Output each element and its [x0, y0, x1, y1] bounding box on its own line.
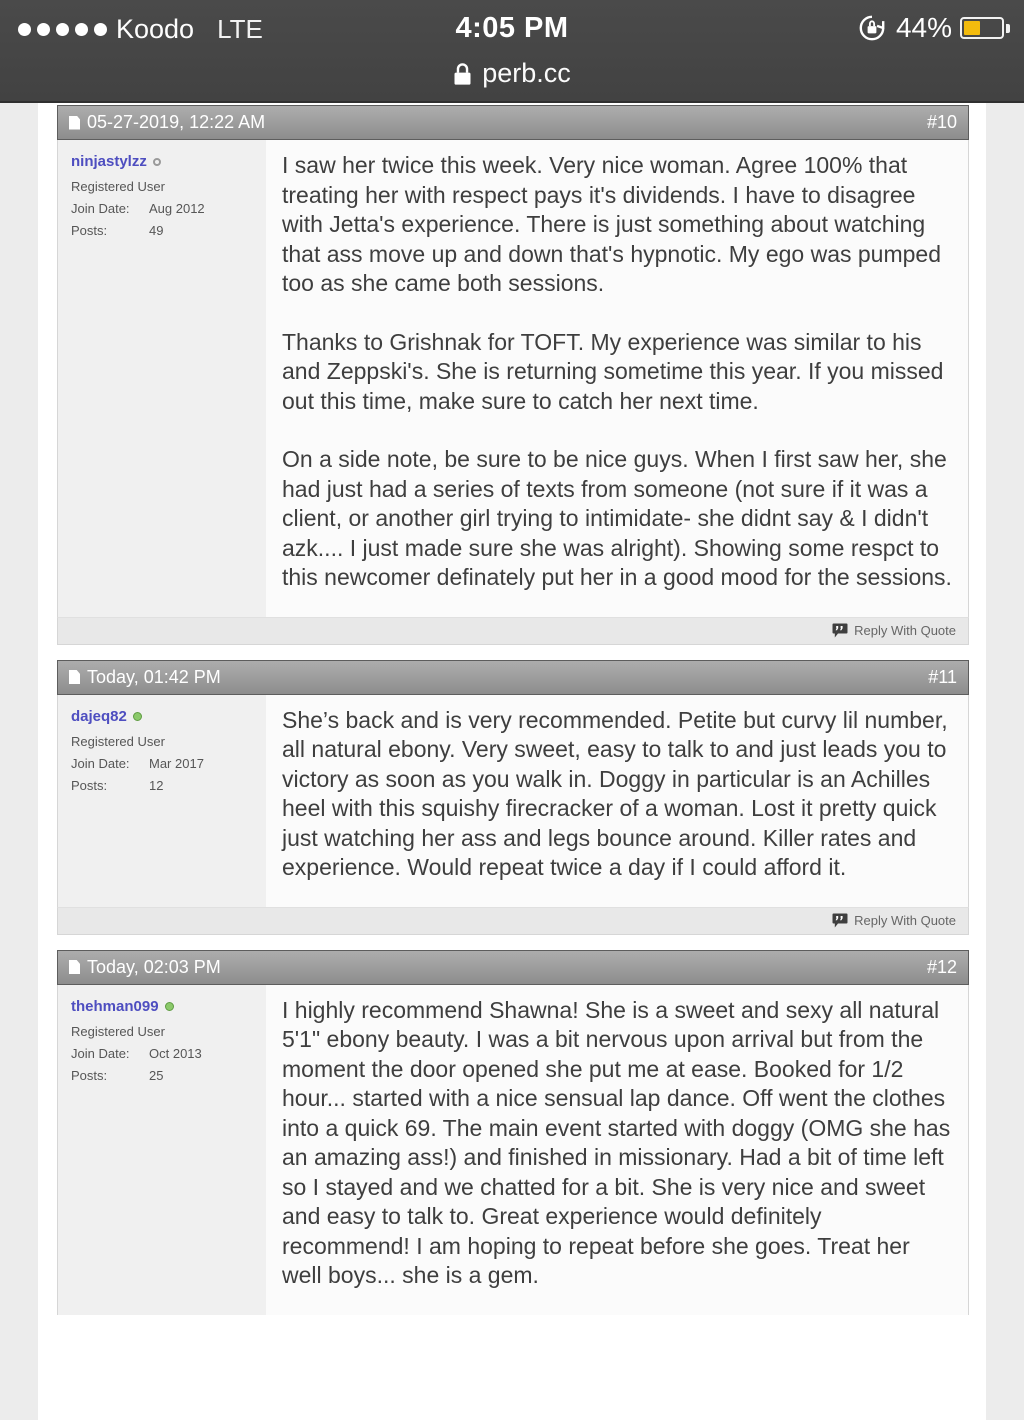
- battery-group: [856, 12, 1010, 44]
- post-paragraph: I highly recommend Shawna! She is a sweet and sexy all natural 5'1" ebony beauty. I was a bit nervous upon arrival but from the moment the door opened she put me at ease. Booked for 1/2 hour... started with a nice sensual lap dance. Off went the clothes into a quick 69. The main event started with doggy (OMG she has an amazing ass!) and finished in missionary. Had a bit of time left so I stayed and we chatted for a bit. She is very nice and sweet and easy to talk to. Great experience would definitely recommend! I am hoping to repeat before she goes. Treat her well boys... she is a gem.: [282, 996, 951, 1288]
- join-date-label: Join Date:: [71, 1045, 130, 1061]
- post-date: 05-27-2019, 12:22 AM: [87, 112, 266, 132]
- post-number-link[interactable]: #12: [926, 956, 957, 977]
- join-date-label: Join Date:: [71, 201, 130, 216]
- user-title: Registered User: [71, 733, 165, 749]
- battery-fill: [964, 21, 980, 35]
- online-status-indicator: [153, 158, 161, 166]
- post-paragraph: On a side note, be sure to be nice guys. When I first saw her, she had just had a series of texts from someone (not sure if it was a client, or another girl trying to intimidate- she didnt say & I didn't azk.... I just made sure she was alright). Showing some respct to this newcomer definately put her in a good mood for the sessions.: [282, 446, 952, 590]
- reply-with-quote-label: Reply With Quote: [854, 623, 956, 638]
- post-message: [266, 140, 968, 617]
- post-date-group: [69, 957, 221, 978]
- post-status-icon: [69, 670, 80, 684]
- padlock-icon: [453, 62, 472, 86]
- online-status-indicator: [133, 712, 142, 721]
- battery-cap: [1006, 24, 1010, 33]
- username-link[interactable]: dajeq82: [71, 707, 127, 725]
- status-row: [0, 0, 1024, 52]
- post-message: [266, 695, 968, 907]
- post-status-icon: [69, 960, 80, 974]
- join-date-value: Oct 2013: [149, 1045, 202, 1061]
- orientation-lock-icon: [856, 12, 888, 44]
- url-label: perb.cc: [482, 58, 571, 88]
- user-title: Registered User: [71, 1023, 165, 1039]
- post-date: Today, 02:03 PM: [87, 956, 221, 977]
- posts-label: Posts:: [71, 777, 108, 793]
- online-status-indicator: [165, 1002, 174, 1011]
- carrier-label: Koodo: [116, 14, 195, 44]
- forum-post: [57, 105, 969, 645]
- battery-icon: [960, 17, 1004, 39]
- reply-with-quote-button[interactable]: [832, 623, 956, 638]
- posts-value: 25: [149, 1067, 164, 1083]
- join-date-value: Mar 2017: [149, 755, 204, 771]
- post-content-row: [57, 985, 969, 1315]
- quote-bubble-icon: [832, 913, 848, 928]
- post-content-row: [57, 140, 969, 617]
- username-link[interactable]: ninjastylzz: [71, 153, 147, 170]
- post-date-group: [69, 667, 221, 688]
- posts-label: Posts:: [71, 1067, 108, 1083]
- posts-value: 49: [149, 223, 164, 238]
- user-info-panel: [58, 140, 266, 617]
- reply-with-quote-label: Reply With Quote: [854, 913, 956, 928]
- post-date-group: [69, 112, 265, 133]
- user-title: Registered User: [71, 179, 165, 194]
- post-paragraph: Thanks to Grishnak for TOFT. My experience was similar to his and Zeppski's. She is returning sometime this year. If you missed out this time, make sure to catch her next time.: [282, 328, 944, 414]
- post-header: [57, 660, 969, 695]
- username-link[interactable]: thehman099: [71, 997, 159, 1015]
- post-paragraph: I saw her twice this week. Very nice woman. Agree 100% that treating her with respect pays it's dividends. I have to disagree with Jetta's experience. There is just something about watching that ass move up and down that's hypnotic. My ego was pumped too as she came both sessions.: [282, 152, 941, 296]
- post-number-link[interactable]: #11: [928, 666, 957, 687]
- forum-post: [57, 950, 969, 1315]
- user-info-panel: [58, 985, 266, 1315]
- forum-thread-page: [38, 103, 986, 1420]
- address-bar[interactable]: [0, 58, 1024, 89]
- posts-value: 12: [149, 777, 164, 793]
- join-date-label: Join Date:: [71, 755, 130, 771]
- user-info-panel: [58, 695, 266, 907]
- post-message: [266, 985, 968, 1315]
- join-date-value: Aug 2012: [149, 201, 205, 216]
- post-content-row: [57, 695, 969, 907]
- status-bar: [0, 0, 1024, 103]
- post-number-link[interactable]: #10: [926, 112, 957, 132]
- post-header: [57, 105, 969, 140]
- post-paragraph: She’s back and is very recommended. Petite but curvy lil number, all natural ebony. Very sweet, easy to talk to and just leads you to victory as soon as you walk in. Doggy in particular is an Achilles heel with this squishy firecracker of a woman. Lost it pretty quick just watching her ass and legs bounce around. Killer rates and experience. Would repeat twice a day if I could afford it.: [282, 706, 948, 880]
- network-type-label: LTE: [217, 14, 263, 44]
- quote-bubble-icon: [832, 623, 848, 638]
- post-header: [57, 950, 969, 985]
- post-footer: [57, 617, 969, 645]
- posts-label: Posts:: [71, 223, 108, 238]
- clock-label: 4:05 PM: [455, 12, 569, 44]
- post-status-icon: [69, 116, 80, 130]
- battery-percent-label: 44%: [895, 12, 952, 43]
- reply-with-quote-button[interactable]: [832, 913, 956, 928]
- post-footer: [57, 907, 969, 935]
- post-date: Today, 01:42 PM: [87, 666, 221, 687]
- forum-post: [57, 660, 969, 935]
